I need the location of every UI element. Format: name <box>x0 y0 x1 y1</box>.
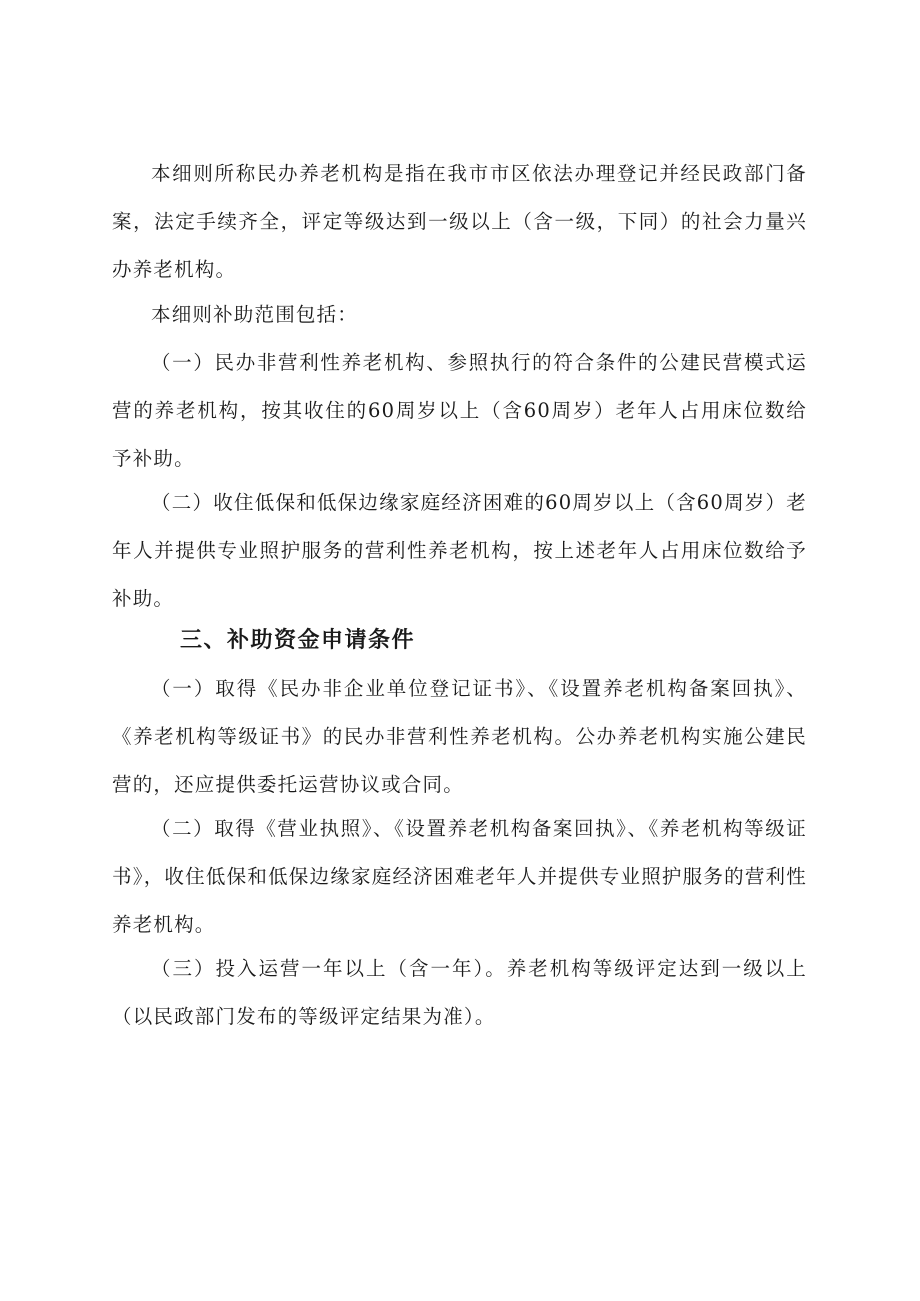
paragraph-condition-2: （二）取得《营业执照》、《设置养老机构备案回执》、《养老机构等级证书》，收住低保和低保边缘家庭经济困难老年人并提供专业照护服务的营利性养老机构。 <box>112 817 807 936</box>
paragraph-condition-3: （三）投入运营一年以上（含一年）。养老机构等级评定达到一级以上（以民政部门发布的等级评定结果为准）。 <box>112 957 807 1028</box>
paragraph-condition-1: （一）取得《民办非企业单位登记证书》、《设置养老机构备案回执》、《养老机构等级证书》的民办非营利性养老机构。公办养老机构实施公建民营的，还应提供委托运营协议或合同。 <box>112 677 807 796</box>
paragraph-scope-intro: 本细则补助范围包括： <box>151 303 359 326</box>
paragraph-scope-item-1: （一）民办非营利性养老机构、参照执行的符合条件的公建民营模式运营的养老机构，按其收住的60周岁以上（含60周岁）老年人占用床位数给予补助。 <box>112 351 807 470</box>
section-heading: 三、补助资金申请条件 <box>180 628 416 653</box>
paragraph-scope-item-2: （二）收住低保和低保边缘家庭经济困难的60周岁以上（含60周岁）老年人并提供专业照护服务的营利性养老机构，按上述老年人占用床位数给予补助。 <box>112 491 807 610</box>
paragraph-definition: 本细则所称民办养老机构是指在我市市区依法办理登记并经民政部门备案，法定手续齐全，评定等级达到一级以上（含一级，下同）的社会力量兴办养老机构。 <box>112 162 807 281</box>
